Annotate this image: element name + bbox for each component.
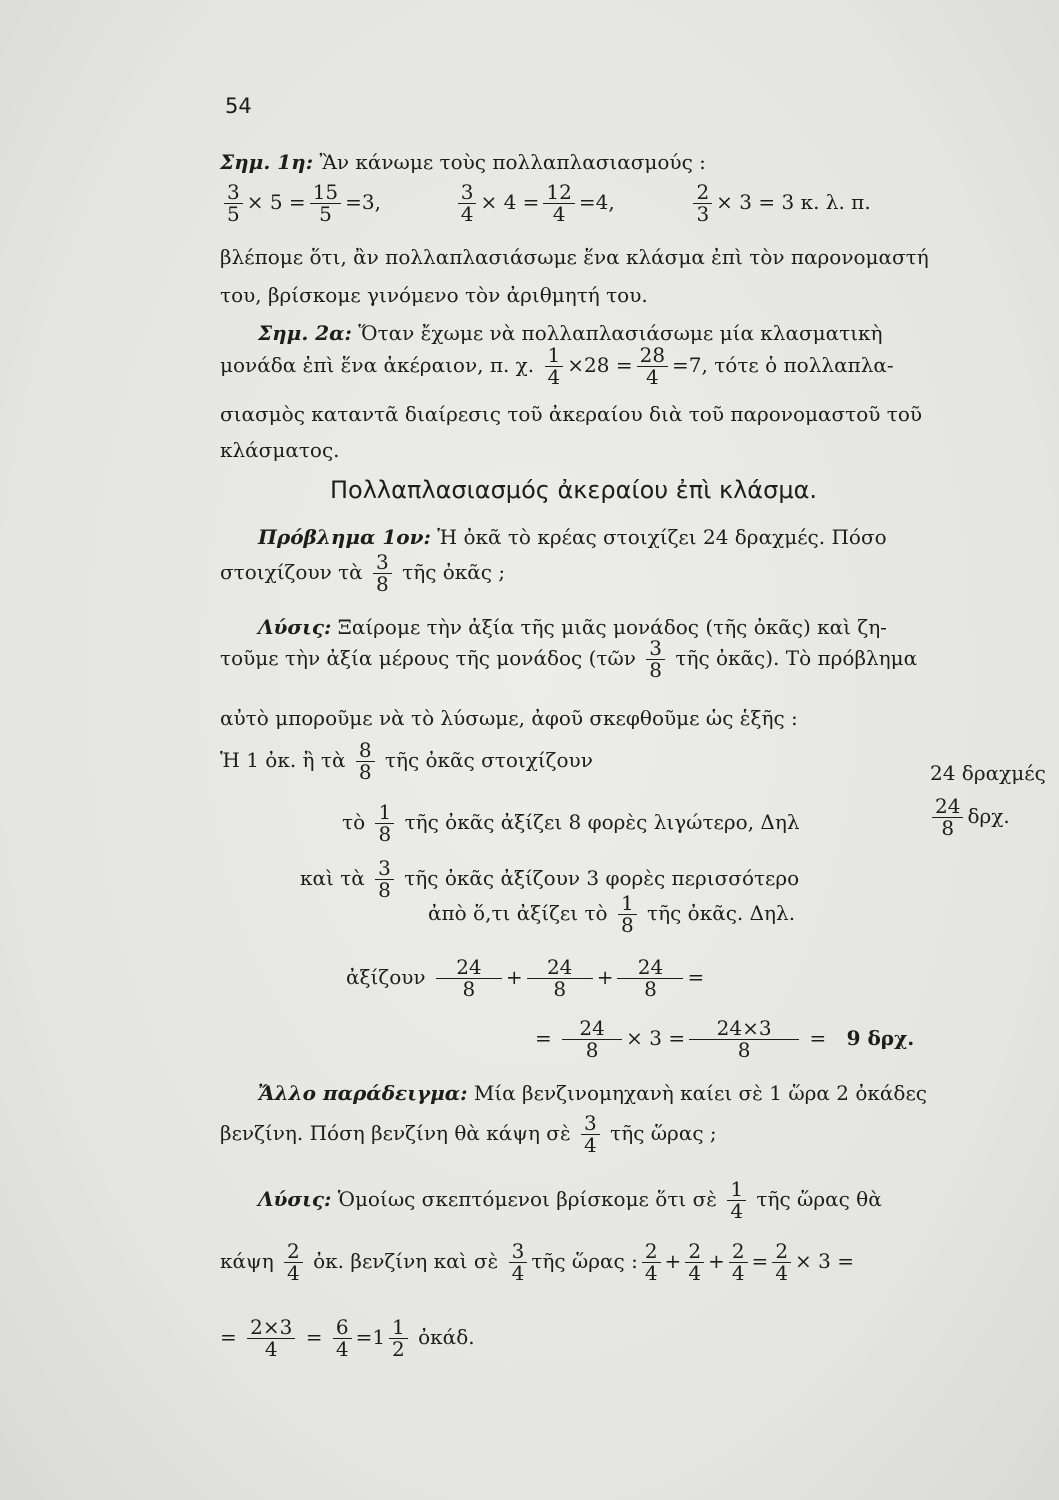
- solution1-line1: Λύσις: Ξαίρομε τὴν ἀξία τῆς μιᾶς μονάδος (τῆς ὀκᾶς) καὶ ζη-: [258, 615, 887, 639]
- fraction: $\frac{1}{4}$: [727, 1179, 746, 1222]
- fraction: $\frac{28}{4}$: [637, 345, 668, 388]
- solution2-label: Λύσις:: [258, 1187, 332, 1211]
- problem1-label: Πρόβλημα 1ον:: [258, 525, 431, 549]
- solution1-row4: ἀπὸ ὅ,τι ἀξίζει τὸ $\frac{1}{8}$ τῆς ὀκᾶς. Δηλ.: [428, 891, 796, 937]
- solution1-row5: ἀξίζουν $\frac{24}{8}$ + $\frac{24}{8}$ + $\frac{24}{8}$ =: [346, 955, 705, 1001]
- fraction: $\frac{24}{8}$: [527, 957, 593, 1000]
- problem1-line2: στοιχίζουν τὰ $\frac{3}{8}$ τῆς ὀκᾶς ;: [220, 550, 506, 596]
- fraction: $\frac{24}{8}$: [436, 957, 502, 1000]
- fraction: $\frac{2}{4}$: [642, 1241, 661, 1284]
- fraction: $\frac{2}{4}$: [284, 1241, 303, 1284]
- solution1-row6: = $\frac{24}{8}$ × 3 = $\frac{24\times 3}{8}$ = 9 δρχ.: [535, 1016, 915, 1062]
- fraction: $\frac{3}{8}$: [375, 858, 394, 901]
- fraction: $\frac{3}{5}$: [224, 182, 243, 225]
- note2-line1: Σημ. 2α: Ὅταν ἔχωμε νὰ πολλαπλασιάσωμε μία κλασματικὴ: [258, 321, 883, 345]
- fraction: $\frac{6}{4}$: [333, 1317, 352, 1360]
- problem1-line1: Πρόβλημα 1ον: Ἡ ὀκᾶ τὸ κρέας στοιχίζει 24 δραχμές. Πόσο: [258, 525, 887, 549]
- solution1-line3: αὐτὸ μποροῦμε νὰ τὸ λύσωμε, ἀφοῦ σκεφθοῦμε ὡς ἑξῆς :: [220, 706, 798, 730]
- note1-examples: $\frac{3}{5}$ × 5 = $\frac{15}{5}$ =3, $\frac{3}{4}$ × 4 = $\frac{12}{4}$ =4, $\frac{2}{3}$ × 3 = 3 κ. λ. π.: [220, 182, 871, 225]
- fraction: $\frac{1}{8}$: [618, 893, 637, 936]
- solution1-label: Λύσις:: [258, 615, 332, 639]
- page-number: 54: [225, 94, 252, 118]
- fraction: $\frac{3}{4}$: [509, 1241, 528, 1284]
- note1-line2: βλέπομε ὅτι, ἂν πολλαπλασιάσωμε ἕνα κλάσμα ἐπὶ τὸν παρονομαστή: [220, 245, 929, 269]
- solution1-row1-value: 24 δραχμές: [930, 761, 1046, 785]
- solution2-line1: Λύσις: Ὁμοίως σκεπτόμενοι βρίσκομε ὅτι σὲ $\frac{1}{4}$ τῆς ὥρας θὰ: [258, 1177, 882, 1223]
- solution1-result: 9 δρχ.: [846, 1026, 915, 1050]
- fraction: $\frac{2\times 3}{4}$: [247, 1317, 295, 1360]
- fraction: $\frac{24}{8}$: [562, 1018, 622, 1061]
- note1-line1: [220, 152, 706, 172]
- note1-label: Σημ. 1η:: [220, 150, 314, 174]
- solution1-line2: τοῦμε τὴν ἀξία μέρους τῆς μονάδος (τῶν $\frac{3}{8}$ τῆς ὀκᾶς). Τὸ πρόβλημα: [220, 636, 918, 682]
- example-line2: βενζίνη. Πόση βενζίνη θὰ κάψη σὲ $\frac{3}{4}$ τῆς ὥρας ;: [220, 1111, 717, 1157]
- fraction: $\frac{12}{4}$: [543, 182, 574, 225]
- solution2-line3: = $\frac{2\times 3}{4}$ = $\frac{6}{4}$ =1 $\frac{1}{2}$ ὀκάδ.: [220, 1315, 475, 1361]
- fraction: $\frac{15}{5}$: [310, 182, 341, 225]
- fraction: $\frac{8}{8}$: [356, 740, 375, 783]
- fraction: $\frac{24}{8}$: [932, 796, 963, 839]
- solution1-row3: καὶ τὰ $\frac{3}{8}$ τῆς ὀκᾶς ἀξίζουν 3 φορὲς περισσότερο: [300, 856, 800, 902]
- section-heading: Πολλαπλασιασμός ἀκεραίου ἐπὶ κλάσμα.: [330, 476, 818, 504]
- fraction: $\frac{2}{3}$: [693, 182, 712, 225]
- fraction: $\frac{2}{4}$: [729, 1241, 748, 1284]
- fraction: $\frac{2}{4}$: [772, 1241, 791, 1284]
- fraction: $\frac{1}{8}$: [375, 802, 394, 845]
- note2-line2: μονάδα ἐπὶ ἕνα ἀκέραιον, π. χ. $\frac{1}{4}$ ×28 = $\frac{28}{4}$ =7, τότε ὁ πολλαπλα-: [220, 343, 894, 389]
- solution1-row2: τὸ $\frac{1}{8}$ τῆς ὀκᾶς ἀξίζει 8 φορὲς λιγώτερο, Δηλ: [342, 800, 800, 846]
- example-label: Ἄλλο παράδειγμα:: [258, 1081, 468, 1105]
- note1-line3: του, βρίσκομε γινόμενο τὸν ἀριθμητή του.: [220, 283, 648, 307]
- fraction: $\frac{3}{8}$: [646, 638, 665, 681]
- example-line1: Ἄλλο παράδειγμα: Μία βενζινομηχανὴ καίει σὲ 1 ὥρα 2 ὀκάδες: [258, 1081, 928, 1105]
- solution2-line2: κάψη $\frac{2}{4}$ ὀκ. βενζίνη καὶ σὲ $\frac{3}{4}$ τῆς ὥρας : $\frac{2}{4}$ + $\frac{2}{4}$ + $\frac{2}{4}$ = $\frac{2}{4}$ × 3 =: [220, 1239, 855, 1285]
- fraction: $\frac{2}{4}$: [685, 1241, 704, 1284]
- solution1-row1: Ἡ 1 ὀκ. ἢ τὰ $\frac{8}{8}$ τῆς ὀκᾶς στοιχίζουν: [220, 738, 593, 784]
- fraction: $\frac{24}{8}$: [617, 957, 683, 1000]
- fraction: $\frac{3}{4}$: [581, 1113, 600, 1156]
- fraction: $\frac{1}{2}$: [389, 1317, 408, 1360]
- note2-line4: κλάσματος.: [220, 438, 340, 462]
- note1-intro: Ἂν κάνωμε τοὺς πολλαπλασιασμούς :: [319, 150, 706, 174]
- fraction: $\frac{1}{4}$: [545, 345, 564, 388]
- fraction: $\frac{3}{8}$: [373, 552, 392, 595]
- solution1-row2-value: $\frac{24}{8}$ δρχ.: [928, 796, 1010, 839]
- fraction: $\frac{3}{4}$: [458, 182, 477, 225]
- note2-label: Σημ. 2α:: [258, 321, 352, 345]
- note2-line3: σιασμὸς καταντᾶ διαίρεσις τοῦ ἀκεραίου διὰ τοῦ παρονομαστοῦ τοῦ: [220, 402, 923, 426]
- fraction: $\frac{24\times 3}{8}$: [689, 1018, 799, 1061]
